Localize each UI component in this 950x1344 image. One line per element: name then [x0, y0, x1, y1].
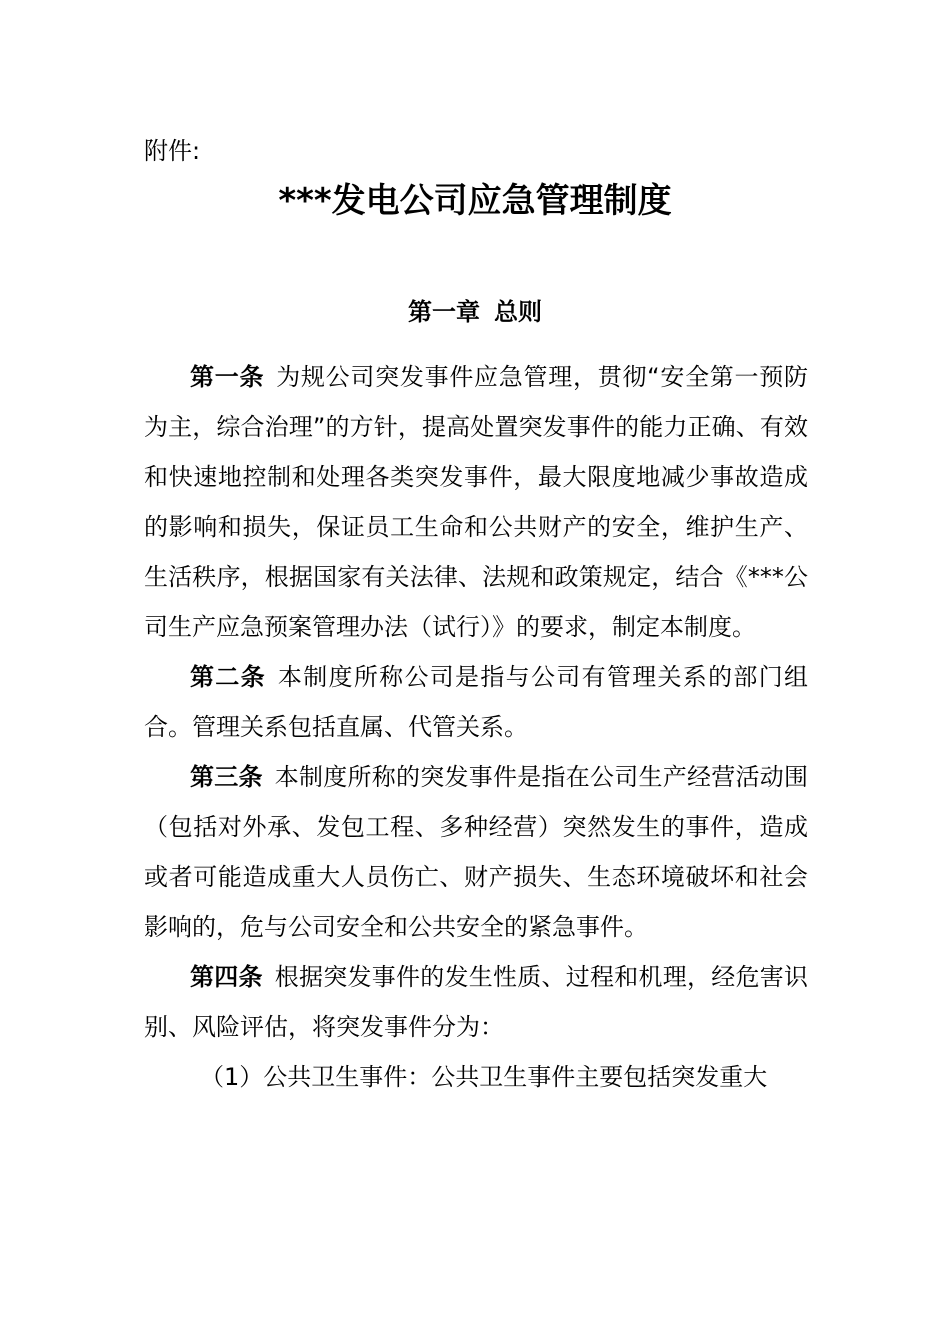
list-item-1: （1）公共卫生事件：公共卫生事件主要包括突发重大: [200, 1063, 768, 1091]
article-text: 本制度所称公司是指与公司有管理关系的部门组合。管理关系包括直属、代管关系。: [144, 663, 809, 741]
article-label: 第一条: [190, 363, 265, 391]
article-label: 第四条: [190, 963, 263, 991]
chapter-number: 第一章: [408, 298, 480, 326]
article-2: [144, 652, 808, 752]
document-title: ***发电公司应急管理制度: [278, 181, 672, 221]
attachment-label: 附件:: [144, 137, 201, 165]
chapter-heading: [0, 294, 950, 330]
document-body: [144, 352, 808, 1102]
article-3: [144, 752, 808, 952]
article-label: 第二条: [190, 663, 266, 691]
article-4: [144, 952, 808, 1052]
article-text: 根据突发事件的发生性质、过程和机理，经危害识别、风险评估，将突发事件分为：: [144, 963, 808, 1041]
article-text: 本制度所称的突发事件是指在公司生产经营活动围（包括对外承、发包工程、多种经营）突然发生的事件，造成或者可能造成重大人员伤亡、财产损失、生态环境破坏和社会影响的，危与公司安全和公共安全的紧急事件。: [144, 763, 808, 941]
article-text: 为规公司突发事件应急管理，贯彻“安全第一预防为主，综合治理”的方针，提高处置突发事件的能力正确、有效和快速地控制和处理各类突发事件，最大限度地减少事故造成的影响和损失，保证员工生命和公共财产的安全，维护生产、生活秩序，根据国家有关法律、法规和政策规定，结合《***公司生产应急预案管理办法（试行）》的要求，制定本制度。: [144, 363, 809, 641]
article-label: 第三条: [190, 763, 263, 791]
article-1: [144, 352, 808, 652]
chapter-name: 总则: [494, 298, 542, 326]
